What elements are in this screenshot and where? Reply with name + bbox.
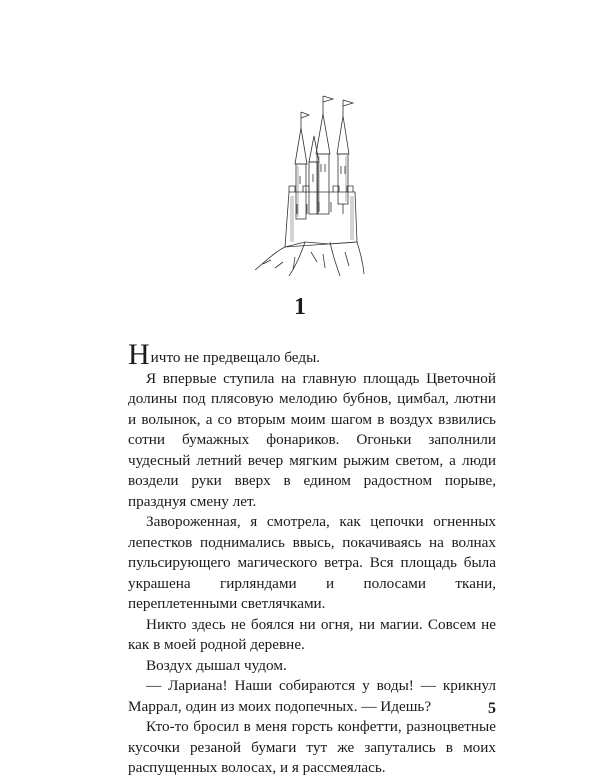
paragraph: Кто-то бросил в меня горсть конфетти, разноцветные кусочки резаной бумаги тут же запутались в моих распущенных волосах, и я рассмеялась. [128,718,496,776]
paragraph: — Лариана! Наши собираются у воды! — крикнул Маррал, один из моих подопечных. — Идешь? [128,677,496,715]
paragraph: Завороженная, я смотрела, как цепочки огненных лепестков поднимались ввысь, покачиваясь на волнах пульсирующего магического ветра. Вся площадь была украшена гирляндами и полосами ткани, переплетенными светлячками. [128,513,496,612]
paragraph: Никто здесь не боялся ни огня, ни магии. Совсем не как в моей родной деревне. [128,615,496,653]
chapter-number: 1 [294,294,306,320]
page-number: 5 [488,700,496,717]
drop-cap: Н [128,338,150,371]
paragraph [128,338,496,371]
paragraph-text: ичто не предвещало беды. [150,349,321,366]
paragraph: Воздух дышал чудом. [146,656,287,674]
chapter-text [128,338,496,779]
castle-illustration [245,92,365,277]
paragraph: Я впервые ступила на главную площадь Цветочной долины под плясовую мелодию бубнов, цимбал, лютни и волынок, а со вторым моим шагом в воздух взвились сотни бумажных фонариков. Огоньки заполнили чудесный летний вечер мягким рыжим светом, а люди воздели руки вверх в едином радостном порыве, празднуя смену лет. [128,369,496,510]
